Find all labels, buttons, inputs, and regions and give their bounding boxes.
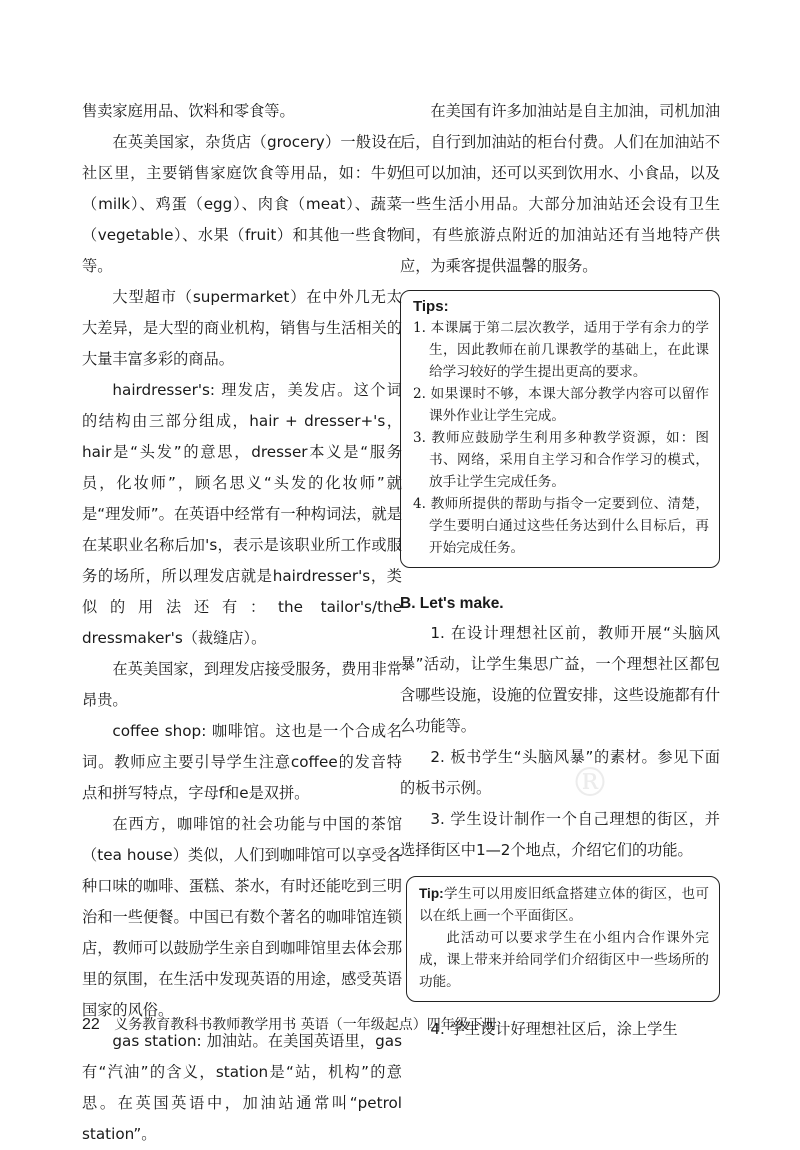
tip-item: 3. 教师应鼓励学生利用多种教学资源，如：图书、网络，采用自主学习和合作学习的模式，放手让学生完成任务。	[413, 430, 709, 490]
paragraph-coffee-shop: coffee shop: 咖啡馆。这也是一个合成名词。教师应主要引导学生注意coffee的发音特点和拼写特点，字母f和e是双拼。	[82, 722, 402, 802]
watermark-registered-mark: ®	[570, 760, 610, 806]
paragraph-coffee-culture: 在西方，咖啡馆的社会功能与中国的茶馆（tea house）类似，人们到咖啡馆可以享受各种口味的咖啡、蛋糕、茶水，有时还能吃到三明治和一些便餐。中国已有数个著名的咖啡馆连锁店，教师可以鼓励学生亲自到咖啡馆里去体会那里的氛围，在生活中发现英语的用途，感受英语国家的风俗。	[82, 815, 402, 1019]
section-b-paragraph-1: 1. 在设计理想社区前，教师开展“头脑风暴”活动，让学生集思广益，一个理想社区都包含哪些设施，设施的位置安排，这些设施都有什么功能等。	[400, 624, 720, 735]
tip-item: 2. 如果课时不够，本课大部分教学内容可以留作课外作业让学生完成。	[413, 386, 709, 424]
section-heading: B. Let's make.	[400, 595, 504, 612]
section-b-paragraph-4: 4. 学生设计好理想社区后，涂上学生	[430, 1020, 678, 1038]
right-column	[400, 96, 720, 1045]
paragraph: 售卖家庭用品、饮料和零食等。	[82, 102, 295, 120]
section-b-paragraph-3: 3. 学生设计制作一个自己理想的街区，并选择街区中1—2个地点，介绍它们的功能。	[400, 810, 720, 859]
paragraph-gas-station: gas station: 加油站。在美国英语里，gas有“汽油”的含义，station是“站，机构”的意思。在英国英语中，加油站通常叫“petrol station”。	[82, 1032, 402, 1143]
tip-text-1: 学生可以用废旧纸盒搭建立体的街区，也可以在纸上画一个平面街区。	[419, 886, 709, 924]
section-b-paragraph-2: 2. 板书学生“头脑风暴”的素材。参见下面的板书示例。	[400, 748, 720, 797]
page-footer	[82, 1014, 497, 1034]
book-title: 义务教育教科书教师教学用书 英语（一年级起点）四年级下册	[114, 1017, 497, 1033]
tip-label: Tip:	[419, 886, 444, 901]
paragraph-grocery: 在英美国家，杂货店（grocery）一般设在社区里，主要销售家庭饮食等用品，如：牛奶（milk）、鸡蛋（egg）、肉食（meat）、蔬菜（vegetable）、水果（fruit）和其他一些食物等。	[82, 133, 402, 275]
paragraph-hairdressers: hairdresser's: 理发店，美发店。这个词的结构由三部分组成，hair + dresser+'s，hair是“头发”的意思，dresser本义是“服务员，化妆师”，顾名思义“头发的化妆师”就是“理发师”。在英语中经常有一种构词法，就是在某职业名称后加's，表示是该职业所工作或服务的场所，所以理发店就是hairdresser's，类似的用法还有：the tailor's/the dressmaker's（裁缝店）。	[82, 381, 402, 647]
tips-title: Tips:	[413, 298, 449, 315]
left-column	[82, 96, 402, 1150]
page-number: 22	[82, 1016, 100, 1033]
tip-box	[406, 876, 720, 1002]
tips-box	[400, 290, 720, 568]
paragraph-hairdresser-cost: 在英美国家，到理发店接受服务，费用非常昂贵。	[82, 660, 402, 709]
tips-list	[413, 317, 709, 559]
tip-text-2: 此活动可以要求学生在小组内合作课外完成，课上带来并给同学们介绍街区中一些场所的功能。	[419, 930, 709, 990]
paragraph-supermarket: 大型超市（supermarket）在中外几无太大差异，是大型的商业机构，销售与生活相关的大量丰富多彩的商品。	[82, 288, 402, 368]
tip-item: 1. 本课属于第二层次教学，适用于学有余力的学生，因此教师在前几课教学的基础上，在此课给学习较好的学生提出更高的要求。	[413, 320, 709, 380]
tip-item: 4. 教师所提供的帮助与指令一定要到位、清楚，学生要明白通过这些任务达到什么目标后，再开始完成任务。	[413, 496, 709, 556]
paragraph-gas-station-us: 在美国有许多加油站是自主加油，司机加油后，自行到加油站的柜台付费。人们在加油站不但可以加油，还可以买到饮用水、小食品，以及一些生活小用品。大部分加油站还会设有卫生间，有些旅游点附近的加油站还有当地特产供应，为乘客提供温馨的服务。	[400, 102, 720, 275]
